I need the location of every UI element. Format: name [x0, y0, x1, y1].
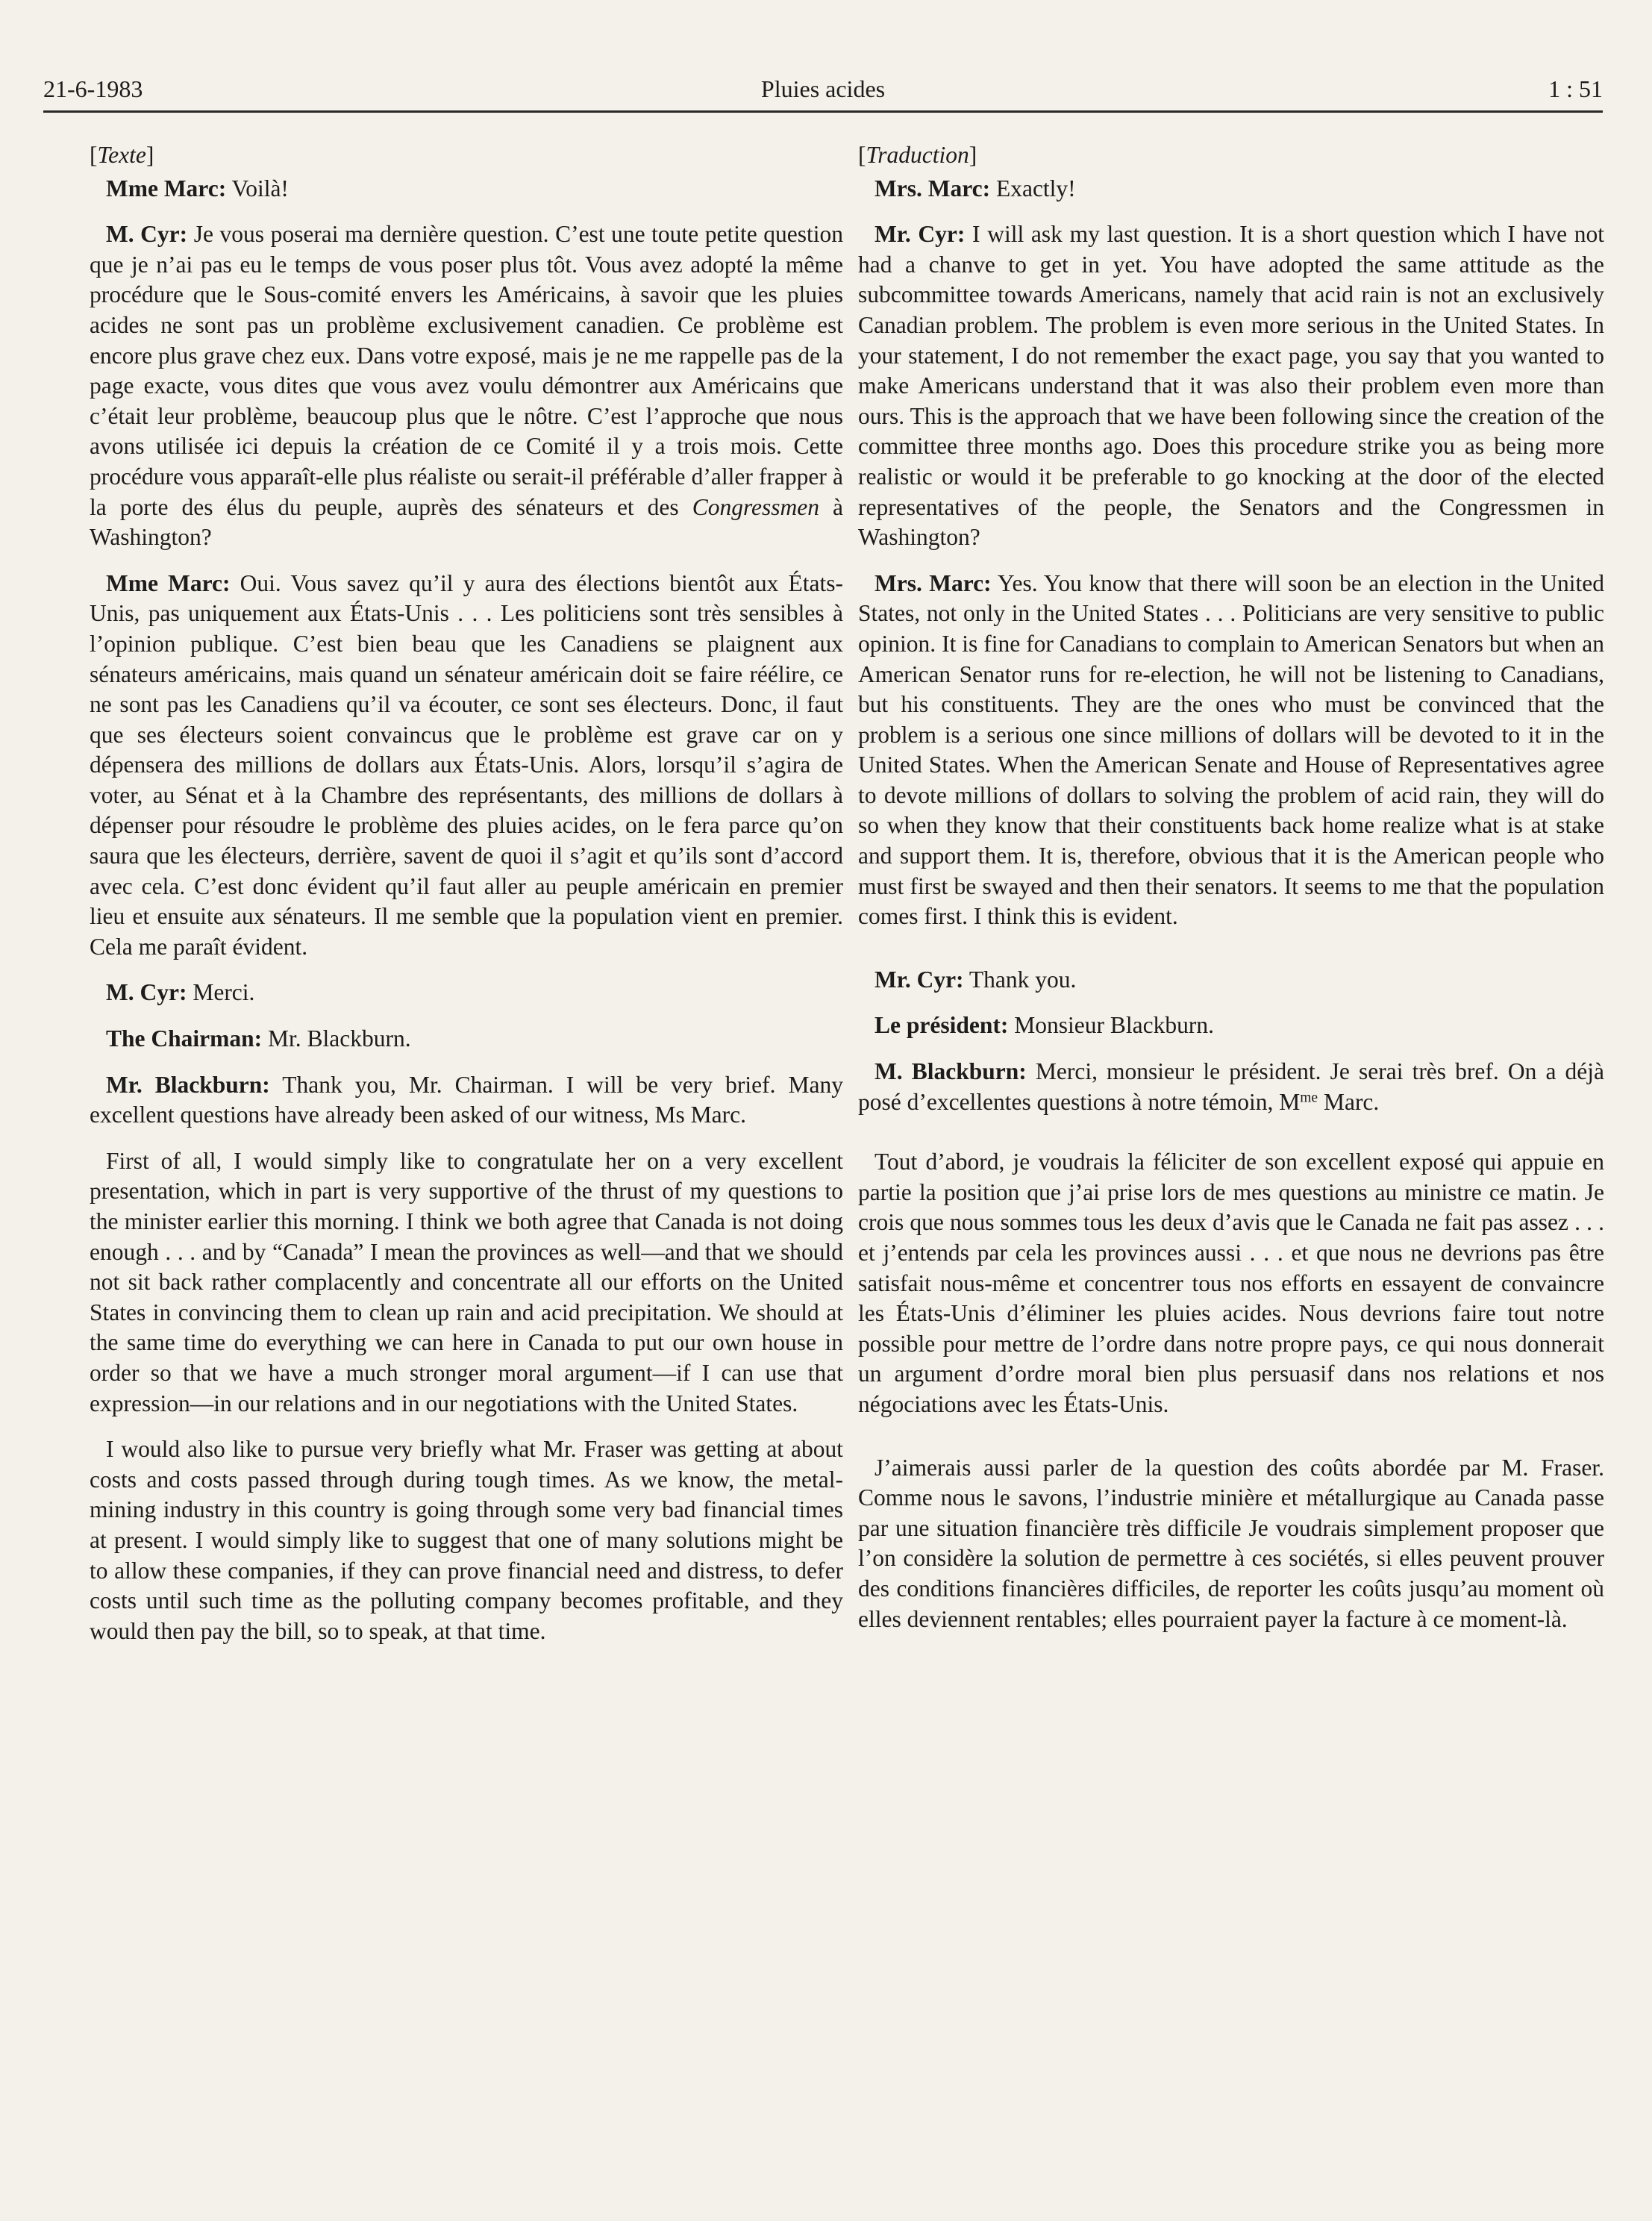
paragraph: [858, 1010, 1604, 1041]
language-marker-label: Traduction: [866, 142, 969, 168]
speaker-name: Le président:: [875, 1012, 1009, 1039]
paragraph: [90, 219, 843, 553]
paragraph: [858, 569, 1604, 932]
paragraph-text: Merci.: [187, 979, 255, 1006]
speaker-name: M. Cyr:: [106, 979, 187, 1006]
page-header: [43, 72, 1603, 113]
speaker-name: The Chairman:: [106, 1025, 263, 1052]
header-title: Pluies acides: [760, 75, 886, 102]
paragraph-text: Oui. Vous savez qu’il y aura des élections bientôt aux États-Unis, pas uniquement aux États-Unis . . . Les politiciens sont très sensibles à l’opinion publique. C’est bien beau que les Canadiens se plaignent aux sénateurs américains, mais quand un sénateur américain doit se faire réélire, ce ne sont pas les Canadiens qu’il va écouter, ce sont ses électeurs. Donc, il faut que ses électeurs soient convaincus que le problème est grave car on y dépensera des millions de dollars aux États-Unis. Alors, lorsqu’il s’agira de voter, au Sénat et à la Chambre des représentants, des millions de dollars à dépenser pour résoudre le problème des pluies acides, on le fera parce qu’on saura que les électeurs, derrière, savent de quoi il s’agit et qu’ils sont d’accord avec cela. C’est donc évident qu’il faut aller au peuple américain en premier lieu et ensuite aux sénateurs. Il me semble que la population vient en premier. Cela me paraît évident.: [90, 569, 843, 960]
paragraph-text: Thank you.: [963, 966, 1077, 993]
paragraph-text: Exactly!: [990, 175, 1076, 202]
header-date: 21-6-1983: [43, 75, 143, 102]
language-marker: [Texte]: [90, 142, 154, 168]
speaker-name: M. Blackburn:: [875, 1058, 1027, 1085]
language-marker-label: Texte: [97, 142, 146, 168]
paragraph-text: J’aimerais aussi parler de la question des coûts abordée par M. Fraser. Comme nous le savons, l’industrie minière et métallurgique au Canada passe par une situation financière très difficile Je voudrais simplement proposer que l’on considère la solution de permettre à ces sociétés, si elles peuvent prouver des conditions financières difficiles, de reporter les coûts jusqu’au moment où elles deviennent rentables; elles pourraient payer la facture à ce moment-là.: [858, 1454, 1604, 1632]
paragraph-text: Thank you, Mr. Chairman. I will be very brief. Many excellent questions have already been asked of our witness, Ms Marc.: [90, 1071, 843, 1128]
speaker-name: Mme Marc:: [106, 175, 227, 202]
left-column-text: [90, 140, 843, 1662]
paragraph-italic-text: Congressmen: [692, 493, 820, 520]
paragraph: [90, 1024, 843, 1055]
header-page-number: 1 : 51: [1548, 75, 1603, 102]
paragraph-text: I would also like to pursue very briefly what Mr. Fraser was getting at about costs and costs passed through during tough times. As we know, the metal-mining industry in this country is going through some very bad financial times at present. I would simply like to suggest that one of many solutions might be to allow these companies, if they can prove financial need and distress, to defer costs until such time as the polluting company becomes profitable, and they would then pay the bill, so to speak, at that time.: [90, 1436, 843, 1644]
paragraph-text: Monsieur Blackburn.: [1008, 1012, 1214, 1039]
paragraph: [90, 1434, 843, 1646]
paragraph: [858, 965, 1604, 996]
paragraph: [858, 1147, 1604, 1419]
language-marker: [Traduction]: [858, 142, 977, 168]
speaker-name: Mr. Cyr:: [875, 966, 964, 993]
speaker-name: Mme Marc:: [106, 569, 231, 596]
paragraph: [858, 174, 1604, 204]
right-column-text: [858, 140, 1604, 1650]
paragraph-text: Marc.: [1318, 1088, 1380, 1115]
paragraph: [858, 219, 1604, 553]
paragraph: [858, 1453, 1604, 1635]
paragraph: [858, 1057, 1604, 1117]
speaker-name: Mrs. Marc:: [875, 175, 991, 202]
paragraph-text: Merci, monsieur le président. Je serai très bref. On a déjà posé d’excellentes questions à notre témoin, M: [858, 1058, 1604, 1115]
paragraph: [90, 569, 843, 963]
speaker-name: M. Cyr:: [106, 221, 188, 248]
paragraph: [90, 1070, 843, 1131]
speaker-name: Mr. Cyr:: [875, 221, 966, 248]
paragraph-text: Voilà!: [226, 175, 289, 202]
paragraph-text: First of all, I would simply like to congratulate her on a very excellent presentation, which in part is very supportive of the thrust of my questions to the minister earlier this morning. I think we both agree that Canada is not doing enough . . . and by “Canada” I mean the provinces as well—and that we should not sit back rather complacently and concentrate all our efforts on the United States in convincing them to clean up rain and acid precipitation. We should at the same time do everything we can here in Canada to put our own house in order so that we have a much stronger moral argument—if I can use that expression—in our relations and in our negotiations with the United States.: [90, 1147, 843, 1416]
superscript-text: me: [1300, 1089, 1318, 1105]
paragraph-text: Yes. You know that there will soon be an election in the United States, not only in the United States . . . Politicians are very sensitive to public opinion. It is fine for Canadians to complain to American Senators but when an American Senator runs for re-election, he will not be listening to Canadians, but his constituents. They are the ones who must be convinced that the problem is a serious one since millions of dollars will be devoted to it in the United States. When the American Senate and House of Representatives agree to devote millions of dollars to solving the problem of acid rain, they will do so when they know that their constituents back home realize what is at stake and support them. It is, therefore, obvious that it is the American people who must first be swayed and then their senators. It seems to me that the population comes first. I think this is evident.: [858, 569, 1604, 930]
paragraph-text: à Washington?: [90, 493, 843, 551]
speaker-name: Mr. Blackburn:: [106, 1071, 270, 1098]
paragraph: [90, 978, 843, 1008]
paragraph: [90, 174, 843, 204]
speaker-name: Mrs. Marc:: [875, 569, 992, 596]
paragraph-text: Mr. Blackburn.: [262, 1025, 411, 1052]
paragraph-text: Je vous poserai ma dernière question. C’est une toute petite question que je n’ai pas eu le temps de vous poser plus tôt. Vous avez adopté la même procédure que le Sous-comité envers les Américains, à savoir que les pluies acides ne sont pas un problème exclusivement canadien. Ce problème est encore plus grave chez eux. Dans votre exposé, mais je ne me rappelle pas de la page exacte, vous dites que vous avez voulu démontrer aux Américains que c’était leur problème, beaucoup plus que le nôtre. C’est l’approche que nous avons utilisée ici depuis la création de ce Comité il y a trois mois. Cette procédure vous apparaît-elle plus réaliste ou serait-il préférable d’aller frapper à la porte des élus du peuple, auprès des sénateurs et des: [90, 221, 843, 520]
paragraph-text: I will ask my last question. It is a short question which I have not had a chanve to get in yet. You have adopted the same attitude as the subcommittee towards Americans, namely that acid rain is not an exclusively Canadian problem. The problem is even more serious in the United States. In your statement, I do not remember the exact page, you say that you wanted to make Americans understand that it was also their problem even more than ours. This is the approach that we have been following since the creation of the committee three months ago. Does this procedure strike you as being more realistic or would it be preferable to go knocking at the door of the elected representatives of the people, the Senators and the Congressmen in Washington?: [858, 221, 1604, 551]
paragraph-text: Tout d’abord, je voudrais la féliciter de son excellent exposé qui appuie en partie la position que j’ai prise lors de mes questions au ministre ce matin. Je crois que nous sommes tous les deux d’avis que le Canada ne fait pas assez . . . et j’entends par cela les provinces aussi . . . et que nous ne devrions pas être satisfait nous-même et concentrer tous nos efforts en essayent de convaincre les États-Unis d’éliminer les pluies acides. Nous devrions faire tout notre possible pour mettre de l’ordre dans notre propre pays, ce qui nous donnerait un argument d’ordre moral bien plus persuasif dans nos relations et nos négociations avec les États-Unis.: [858, 1149, 1604, 1417]
paragraph: [90, 1146, 843, 1419]
